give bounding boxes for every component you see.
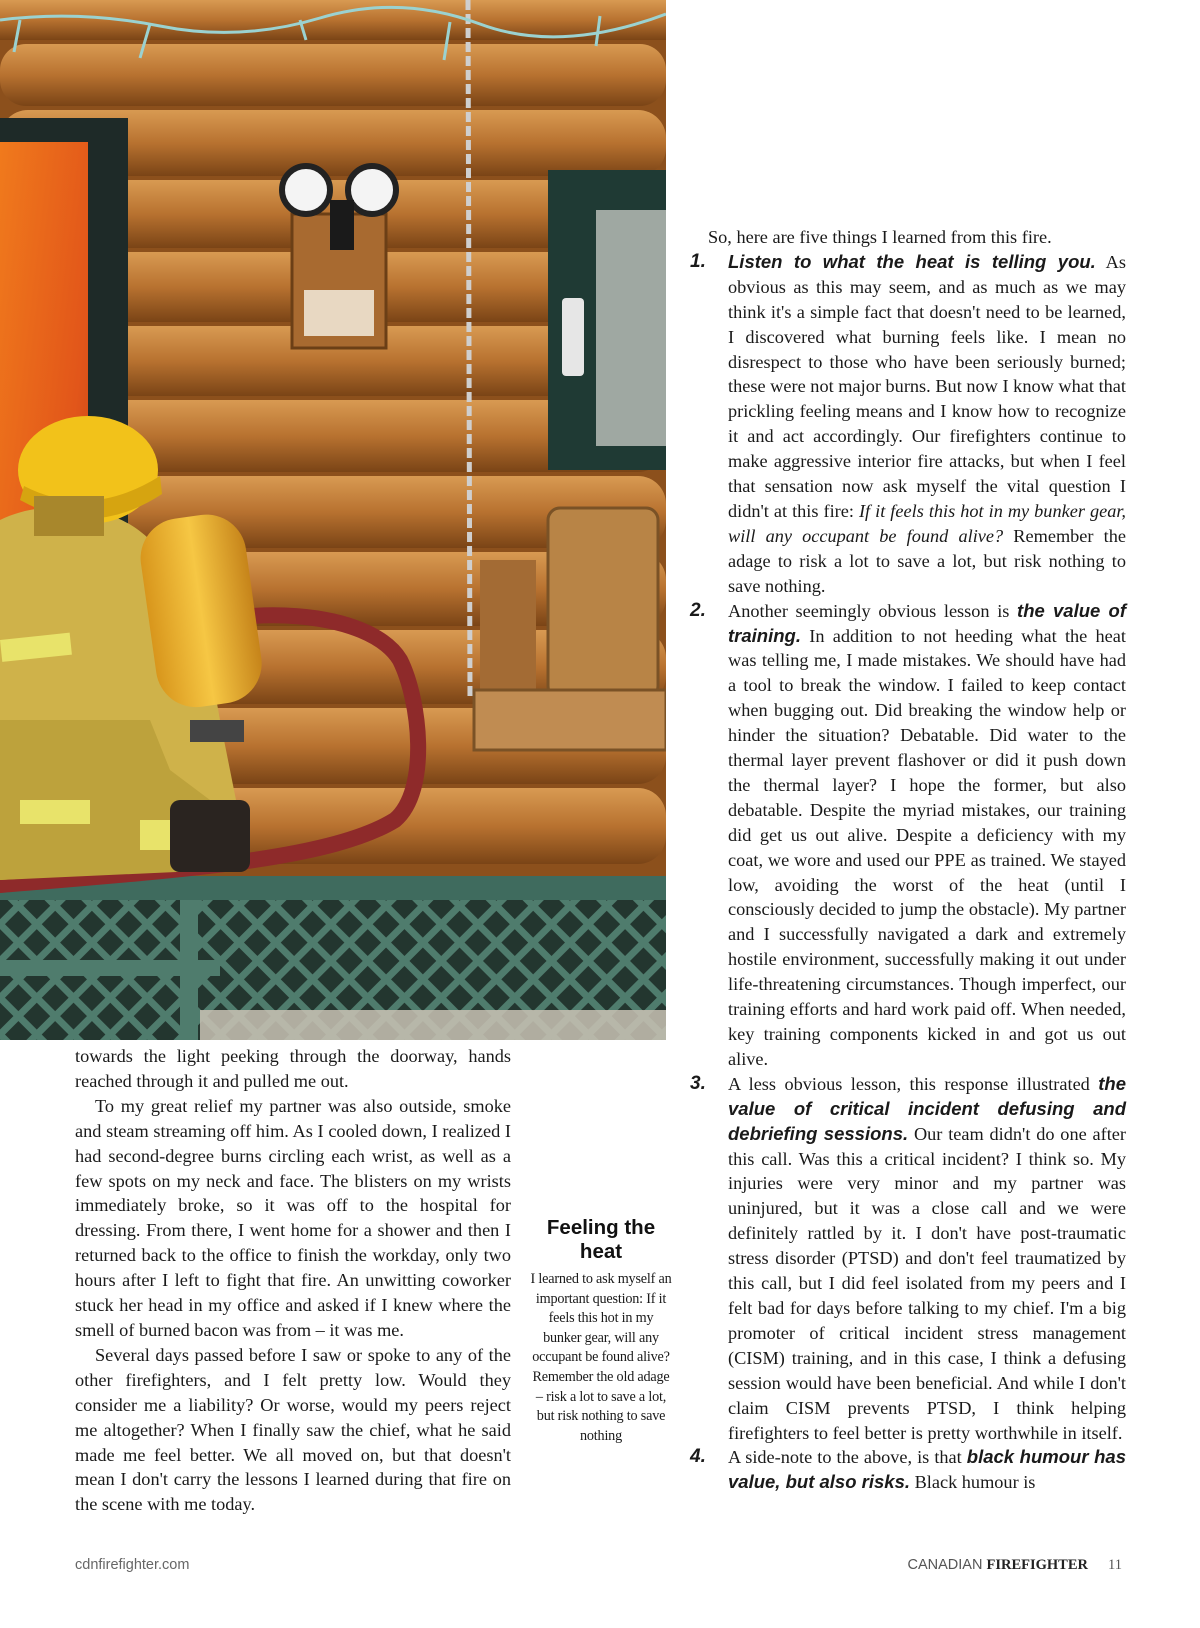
firefighter-at-burning-log-cabin-photo <box>0 0 666 1040</box>
list-item <box>686 250 1126 599</box>
footer-magazine-name <box>908 1557 1088 1574</box>
list-intro: So, here are five things I learned from this fire. <box>708 227 1052 247</box>
item-lead: black humour has value, but also risks. <box>728 1446 1126 1493</box>
list-item <box>686 599 1126 1072</box>
item-number: 2. <box>690 599 706 621</box>
list-item <box>686 1072 1126 1446</box>
paragraph: Several days passed before I saw or spoke to any of the other firefighters, and I felt pretty low. Would they consider me a liability? Or worse, would my peers reject me altogether? When I finally saw the chief, what he said made me feel better. We all moved on, but that doesn't mean I don't carry the lessons I learned during that fire on the scene with me today. <box>75 1344 511 1515</box>
item-number: 3. <box>690 1072 706 1094</box>
paragraph: towards the light peeking through the doorway, hands reached through it and pulled me out. <box>75 1046 511 1091</box>
item-text: In addition to not heeding what the heat was telling me, I made mistakes. We should have had a tool to break the window. I failed to keep contact when bugging out. Did breaking the window help or hinder the situation? Debatable. Did water to the thermal layer prevent flashover or did it push down the thermal layer? I hope the former, but also debatable. Despite the myriad mistakes, our training did get us out alive. Despite a deficiency with my coat, we wore and used our PPE as trained. We stayed low, avoiding the worst of the heat (until I consciously decided to jump the obstacle). My partner and I successfully navigated a dark and extremely hostile environment, successfully making it out under life-threatening circumstances. Though imperfect, our training efforts and hard work paid off. When needed, key training components kicked in and got us out alive. <box>728 625 1126 1069</box>
article-photo <box>0 0 666 1040</box>
item-text: As obvious as this may seem, and as much as we may think it's a simple fact that doesn't need to be learned, I discovered what burning feels like. I mean no disrespect to those who have been seriously burned; these were not major burns. But now I know what that prickling feeling means and I know how to recognize it and act accordingly. Our firefighters continue to make aggressive interior fire attacks, but when I feel that sensation now ask myself the vital question I didn't at this fire: <box>728 251 1126 521</box>
list-item <box>686 1445 1126 1495</box>
paragraph: To my great relief my partner was also outside, smoke and steam streaming off him. As I cooled down, I realized I had second-degree burns circling each wrist, as well as a few spots on my neck and face. The blisters on my wrists immediately broke, so it was off to the hospital for dressing. From there, I went home for a shower and then I returned back to the office to finish the workday, only two hours after I left to fight that fire. An unwitting coworker stuck her head in my office and asked if I knew where the smell of burned bacon was from – it was me. <box>75 1095 511 1340</box>
pull-quote-body: I learned to ask myself an important question: If it feels this hot in my bunker gear, will any occupant be found alive? Remember the old adage – risk a lot to save a lot, but risk nothing to save nothing <box>530 1271 672 1444</box>
item-italic-text: If it feels this hot in my bunker gear, will any occupant be found alive? <box>728 500 1126 546</box>
item-text: Our team didn't do one after this call. Was this a critical incident? I think so. My injuries were very minor and my partner was uninjured, but it was a close call and we were definitely rattled by it. I don't have post-traumatic stress disorder (PTSD) and don't feel traumatized by this call, but I did feel isolated from my peers and I felt bad for days before talking to my chief. I'm a big promoter of critical incident stress management (CISM) training, and in this case, I think a defusing session would have been beneficial. And while I don't claim CISM prevents PTSD, I think helping firefighters to feel better is pretty worthwhile in itself. <box>728 1123 1126 1443</box>
item-number: 1. <box>690 250 706 272</box>
footer-website: cdnfirefighter.com <box>75 1557 190 1573</box>
magazine-prefix: CANADIAN <box>907 1557 987 1573</box>
item-text: Black humour is <box>910 1472 1036 1493</box>
item-text: Another seemingly obvious lesson is <box>728 600 1018 621</box>
right-column <box>686 225 1126 1495</box>
left-column <box>75 1044 511 1517</box>
item-text: Remember the adage to risk a lot to save a lot, but risk nothing to save nothing. <box>728 525 1126 596</box>
item-text: A side-note to the above, is that <box>728 1447 967 1468</box>
item-number: 4. <box>690 1446 706 1468</box>
page-number: 11 <box>1108 1557 1122 1573</box>
item-lead: the value of critical incident defusing and debriefing sessions. <box>728 1072 1126 1144</box>
lessons-list <box>686 250 1126 1495</box>
magazine-brand: FIREFIGHTER <box>986 1557 1088 1573</box>
item-lead: Listen to what the heat is telling you. <box>728 250 1096 272</box>
pull-quote <box>530 1216 672 1446</box>
item-lead: the value of training. <box>728 599 1126 646</box>
item-text: A less obvious lesson, this response illustrated <box>728 1073 1099 1094</box>
window-glass <box>596 210 666 446</box>
pull-quote-title: Feeling the heat <box>546 1216 656 1263</box>
